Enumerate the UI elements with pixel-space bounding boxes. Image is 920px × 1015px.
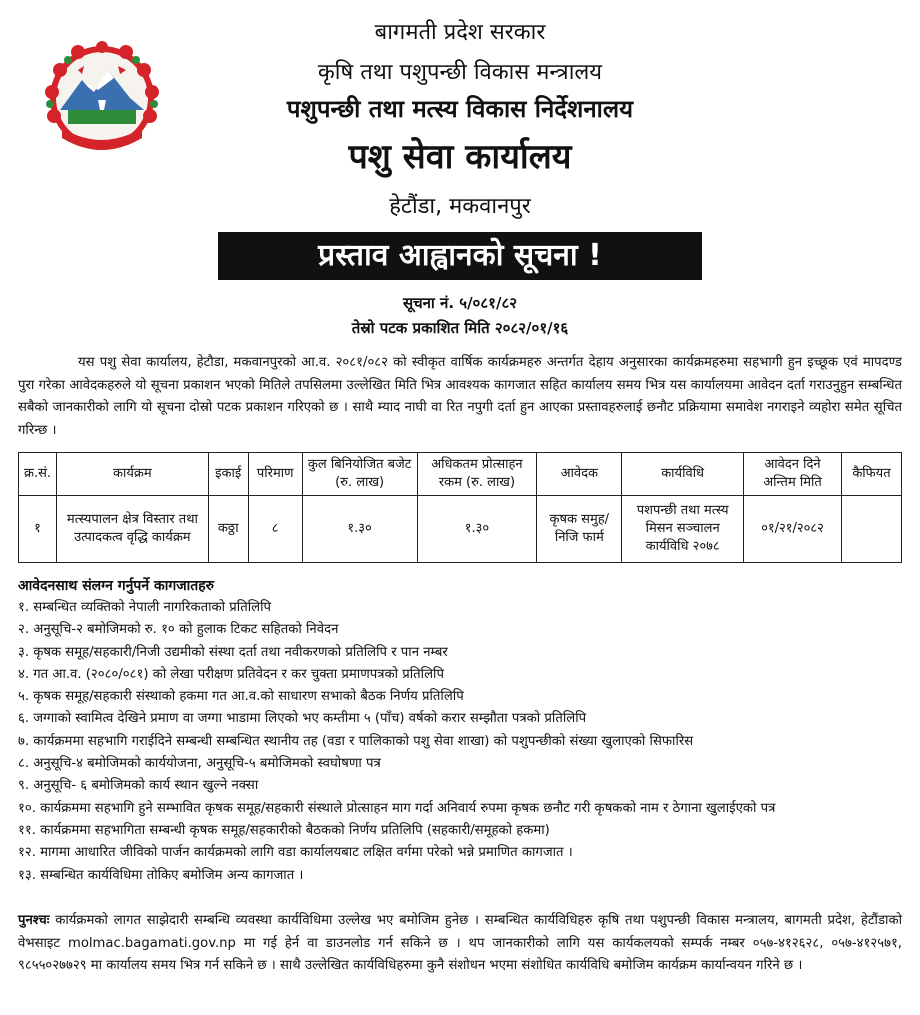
header-unit: इकाई (208, 453, 248, 496)
header-deadline: आवेदन दिने अन्तिम मिति (744, 453, 842, 496)
cell-deadline: ०१/२१/२०८२ (744, 496, 842, 563)
directorate-name: पशुपन्छी तथा मत्स्य विकास निर्देशनालय (286, 95, 634, 123)
header-remarks: कैफियत (841, 453, 901, 496)
list-item: १. सम्बन्धित व्यक्तिको नेपाली नागरिकताको प्रतिलिपि (18, 600, 271, 615)
postscript-text: कार्यक्रमको लागत साझेदारी सम्बन्धि व्यवस्था कार्यविधिमा उल्लेख भए बमोजिम हुनेछ । सम्बन्धित कार्यविधिहरु कृषि तथा पशुपन्छी विकास मन्त्रालय, बागमती प्रदेश, हेटौंडाको वेभसाइट molmac.bagamati.gov.np मा गई हेर्न वा डाउनलोड गर्न सकिने छ । थप जानकारीको लागि यस कार्यकलयको सम्पर्क नम्बर ०५७-४१२६२८, ०५७-४१२५७१, ९८५५०२७७२९ मा कार्यालय समय भित्र गर्न सकिने छ । साथै उल्लेखित कार्यविधिहरुमा कुनै संशोधन भएमा संशोधित कार्यविधि बमोजिम कार्यक्रम कार्यान्वयन गरिने छ । (18, 913, 902, 973)
header-incentive: अधिकतम प्रोत्साहन रकम (रु. लाख) (417, 453, 537, 496)
table-header-row (19, 453, 902, 496)
list-item: ८. अनुसूचि-४ बमोजिमको कार्ययोजना, अनुसूचि-५ बमोजिमको स्वघोषणा पत्र (18, 756, 381, 772)
list-item: ११. कार्यक्रममा सहभागिता सम्बन्धी कृषक समूह/सहकारीको बैठकको निर्णय प्रतिलिपि (सहकारी/समूहको हकमा) (18, 822, 550, 838)
notice-number: सूचना नं. ५/०८१/८२ (402, 294, 518, 312)
program-table (18, 452, 902, 563)
cell-remarks (841, 496, 901, 563)
list-item: ५. कृषक समूह/सहकारी संस्थाको हकमा गत आ.व.को साधारण सभाको बैठक निर्णय प्रतिलिपि (18, 689, 464, 705)
table-row (19, 496, 902, 563)
header-program: कार्यक्रम (56, 453, 208, 496)
required-documents (18, 575, 902, 887)
list-item: १३. सम्बन्धित कार्यविधिमा तोकिए बमोजिम अन्य कागजात । (18, 867, 304, 883)
postscript-label: पुनश्चः (18, 913, 50, 928)
notice-banner: प्रस्ताव आह्वानको सूचना ! (218, 232, 702, 280)
government-name: बागमती प्रदेश सरकार (374, 20, 546, 45)
list-item: ३. कृषक समूह/सहकारी/निजी उद्यमीको संस्था दर्ता तथा नवीकरणको प्रतिलिपि र पान नम्बर (18, 644, 448, 660)
postscript (18, 910, 902, 978)
list-item: १२. मागमा आधारित जीविको पार्जन कार्यक्रमको लागि वडा कार्यालयबाट लक्षित वर्गमा परेको भन्ने प्रमाणित कागजात । (18, 845, 573, 861)
ministry-name: कृषि तथा पशुपन्छी विकास मन्त्रालय (317, 60, 603, 85)
cell-procedure: पशपन्छी तथा मत्स्य मिसन सञ्चालन कार्यविधि २०७८ (622, 496, 744, 563)
list-item: २. अनुसूचि-२ बमोजिमको रु. १० को हुलाक टिकट सहितको निवेदन (18, 622, 339, 638)
cell-incentive: १.३० (417, 496, 537, 563)
header-procedure: कार्यविधि (622, 453, 744, 496)
list-item: ६. जग्गाको स्वामित्व देखिने प्रमाण वा जग्गा भाडामा लिएको भए कम्तीमा ५ (पाँच) वर्षको करार सम्झौता पत्रको प्रतिलिपि (18, 711, 587, 727)
header-budget: कुल बिनियोजित बजेट (रु. लाख) (302, 453, 417, 496)
office-location: हेटौंडा, मकवानपुर (389, 194, 531, 219)
cell-serial: १ (19, 496, 57, 563)
documents-list (18, 597, 902, 887)
cell-budget: १.३० (302, 496, 417, 563)
header-quantity: परिमाण (248, 453, 302, 496)
cell-unit: कठ्ठा (208, 496, 248, 563)
header-serial: क्र.सं. (19, 453, 57, 496)
intro-paragraph (18, 352, 902, 442)
list-item: ९. अनुसूचि- ६ बमोजिमको कार्य स्थान खुल्ने नक्सा (18, 778, 259, 794)
header-applicant: आवेदक (537, 453, 622, 496)
cell-program: मत्स्यपालन क्षेत्र विस्तार तथा उत्पादकत्व वृद्धि कार्यक्रम (56, 496, 208, 563)
published-date: तेस्रो पटक प्रकाशित मिति २०८२/०१/१६ (351, 319, 569, 337)
intro-text: यस पशु सेवा कार्यालय, हेटौडा, मकवानपुरको आ.व. २०८१/०८२ को स्वीकृत वार्षिक कार्यक्रमहरु अन्तर्गत देहाय अनुसारका कार्यक्रमहरुमा सहभागी हुन इच्छूक एवं मापदण्ड पुरा गरेका आवेदकहरुले यो सूचना प्रकाशन भएको मितिले तपसिलमा उल्लेखित मिति भित्र आवश्यक कागजात सहित कार्यालय समय भित्र यस कार्यालयमा आवेदन दर्ता गराउनुहुन सम्बन्धित सबैको जानकारीको लागि यो सूचना दोस्रो पटक प्रकाशन गरिएको छ । साथै म्याद नाघी वा रित नपुगी दर्ता हुन आएका प्रस्तावहरुलाई छनौट प्रक्रियामा समावेश नगराइने व्यहोरा समेत सूचित गरिन्छ । (18, 355, 902, 438)
documents-title: आवेदनसाथ संलग्न गर्नुपर्ने कागजातहरु (18, 578, 215, 594)
list-item: ४. गत आ.व. (२०८०/०८१) को लेखा परीक्षण प्रतिवेदन र कर चुक्ता प्रमाणपत्रको प्रतिलिपि (18, 666, 444, 682)
list-item: ७. कार्यक्रममा सहभागि गराईदिने सम्बन्धी सम्बन्धित स्थानीय तह (वडा र पालिकाको पशु सेवा शाखा) को पशुपन्छीको संख्या खुलाएको सिफारिस (18, 733, 694, 749)
list-item: १०. कार्यक्रममा सहभागि हुने सम्भावित कृषक समूह/सहकारी संस्थाले प्रोत्साहन माग गर्दा अनिवार्य रुपमा कृषक छनौट गरी कृषकको नाम र ठेगाना खुलाईएको पत्र (18, 800, 776, 816)
cell-applicant: कृषक समुह/ निजि फार्म (537, 496, 622, 563)
cell-quantity: ८ (248, 496, 302, 563)
office-name: पशु सेवा कार्यालय (348, 137, 572, 177)
